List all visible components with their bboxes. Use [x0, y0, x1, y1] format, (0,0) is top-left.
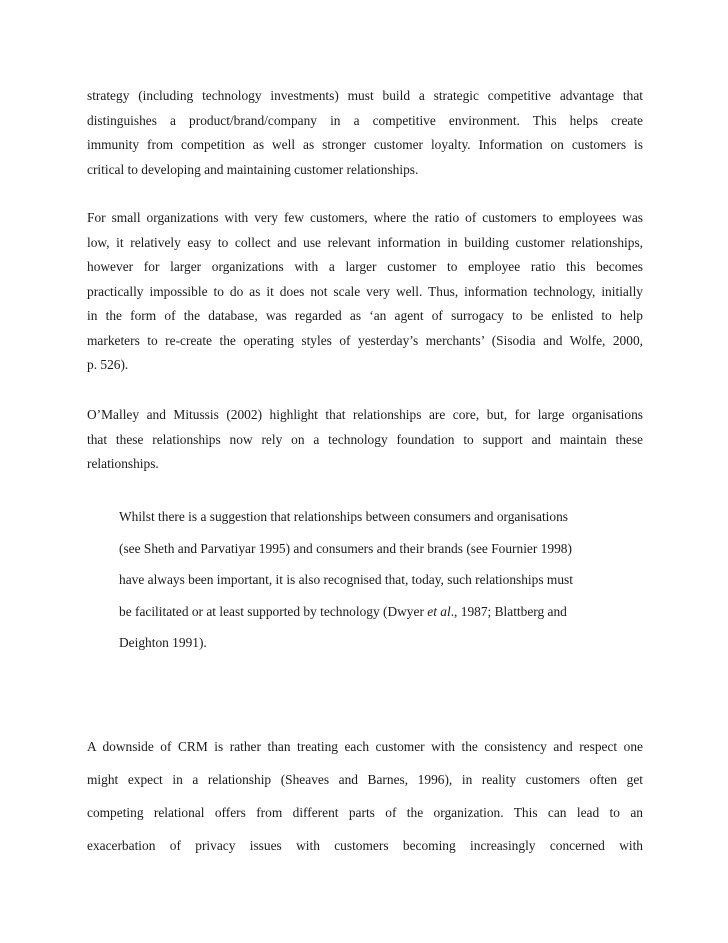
paragraph-strategy — [87, 84, 643, 182]
text-line: critical to developing and maintaining customer relationships. — [87, 161, 419, 177]
text-line: that these relationships now rely on a technology foundation to support and maintain these — [87, 431, 643, 447]
quote-line — [119, 596, 609, 628]
quote-italic-text: et al — [427, 603, 451, 619]
paragraph-small-organizations — [87, 206, 643, 378]
paragraph-crm-downside — [87, 730, 643, 862]
text-line: in the form of the database, was regarded as ‘an agent of surrogacy to be enlisted to help — [87, 308, 643, 323]
text-line: exacerbation of privacy issues with customers becoming increasingly concerned with — [87, 838, 643, 853]
text-line: however for larger organizations with a larger customer to employee ratio this becomes — [87, 259, 643, 274]
text-line: practically impossible to do as it does not scale very well. Thus, information technology, initially — [87, 283, 643, 299]
text-line: low, it relatively easy to collect and use relevant information in building customer relationships, — [87, 234, 643, 250]
text-line: immunity from competition as well as stronger customer loyalty. Information on customers is — [87, 137, 643, 152]
paragraph-omalley-mitussis — [87, 403, 643, 477]
text-line: might expect in a relationship (Sheaves and Barnes, 1996), in reality customers often get — [87, 772, 643, 787]
quote-line: have always been important, it is also recognised that, today, such relationships must — [119, 572, 573, 587]
block-quote — [119, 501, 609, 659]
text-line: distinguishes a product/brand/company in a competitive environment. This helps create — [87, 112, 643, 128]
quote-line: (see Sheth and Parvatiyar 1995) and consumers and their brands (see Fournier 1998) — [119, 540, 572, 556]
quote-text: be facilitated or at least supported by technology (Dwyer — [119, 603, 428, 619]
text-line: relationships. — [87, 456, 159, 471]
text-line: p. 526). — [87, 357, 129, 372]
text-line: strategy (including technology investments) must build a strategic competitive advantage that — [87, 88, 643, 103]
text-line: competing relational offers from different parts of the organization. This can lead to an — [87, 805, 643, 820]
text-line: A downside of CRM is rather than treating each customer with the consistency and respect one — [87, 739, 643, 754]
text-line: marketers to re-create the operating styles of yesterday’s merchants’ (Sisodia and Wolfe, 2000, — [87, 332, 643, 348]
quote-line: Whilst there is a suggestion that relationships between consumers and organisations — [119, 509, 568, 524]
text-line: For small organizations with very few customers, where the ratio of customers to employees was — [87, 210, 643, 225]
text-line: O’Malley and Mitussis (2002) highlight that relationships are core, but, for large organisations — [87, 407, 643, 422]
quote-line: Deighton 1991). — [119, 635, 207, 650]
quote-text: ., 1987; Blattberg and — [450, 603, 567, 619]
